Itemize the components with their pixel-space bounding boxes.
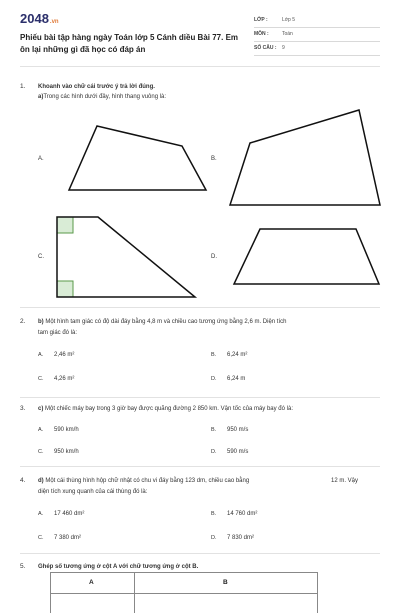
q3-option-c-letter: C. bbox=[38, 449, 44, 455]
q2-number: 2. bbox=[20, 318, 26, 325]
q4-text-line1 bbox=[38, 476, 249, 486]
right-trapezoid-shape bbox=[57, 217, 195, 297]
q1-option-a-letter[interactable]: A. bbox=[38, 156, 44, 162]
q3-option-c-value: 950 km/h bbox=[54, 449, 79, 455]
q3-text-line bbox=[38, 404, 293, 414]
q2-text: Một hình tam giác có độ dài đáy bằng 4,8 m và chiều cao tương ứng bằng 2,6 m. Diện tích bbox=[45, 319, 287, 325]
q2-option-b-letter: B. bbox=[211, 352, 217, 358]
q4-option-c-letter: C. bbox=[38, 535, 44, 541]
q4-option-d[interactable] bbox=[211, 535, 254, 541]
q4-label: d) bbox=[38, 478, 44, 484]
column-a-header: A bbox=[89, 579, 94, 586]
q2-label: b) bbox=[38, 319, 44, 325]
q4-option-d-letter: D. bbox=[211, 535, 217, 541]
q3-option-a-letter: A. bbox=[38, 427, 44, 433]
q4-option-a[interactable] bbox=[38, 511, 84, 517]
q1-shape-d bbox=[224, 222, 384, 294]
q1-subquestion bbox=[38, 92, 166, 102]
q2-option-d-value: 6,24 m bbox=[227, 376, 246, 382]
q1-sub-label: a) bbox=[38, 94, 44, 100]
q3-text: Một chiếc máy bay trong 3 giờ bay được quãng đường 2 850 km. Vận tốc của máy bay đó là: bbox=[45, 406, 293, 412]
meta-lop-value: Lớp 5 bbox=[282, 17, 296, 23]
q4-option-d-value: 7 830 dm² bbox=[227, 535, 255, 541]
site-logo[interactable] bbox=[20, 11, 59, 26]
table-header-divider bbox=[51, 593, 317, 594]
q4-text: Một cái thùng hình hộp chữ nhật có chu vi đáy bằng 123 dm, chiều cao bằng bbox=[45, 478, 250, 484]
q2-divider bbox=[20, 397, 380, 398]
meta-socau-label: SỐ CÂU : bbox=[254, 45, 277, 51]
q1-sub-text: Trong các hình dưới đây, hình thang vuông là: bbox=[43, 94, 167, 100]
q2-option-a-letter: A. bbox=[38, 352, 44, 358]
q2-option-d-letter: D. bbox=[211, 376, 217, 382]
header-divider bbox=[20, 66, 380, 67]
logo-suffix: .vn bbox=[49, 19, 59, 25]
matching-table bbox=[50, 572, 318, 613]
q1-option-d-letter[interactable]: D. bbox=[211, 254, 217, 260]
q4-option-a-value: 17 460 dm² bbox=[54, 511, 85, 517]
meta-mon-label: MÔN : bbox=[254, 31, 269, 37]
q1-shape-c bbox=[52, 212, 202, 302]
q5-number: 5. bbox=[20, 563, 26, 570]
q4-option-b-letter: B. bbox=[211, 511, 217, 517]
q4-divider bbox=[20, 553, 380, 554]
q1-divider bbox=[20, 307, 380, 308]
q4-number: 4. bbox=[20, 477, 26, 484]
right-angle-marker-top bbox=[57, 217, 73, 233]
q3-label: c) bbox=[38, 406, 44, 412]
q2-text-line2: tam giác đó là: bbox=[38, 330, 78, 336]
q2-option-c-value: 4,26 m² bbox=[54, 376, 75, 382]
quadrilateral-shape bbox=[230, 110, 380, 205]
q2-option-a-value: 2,46 m² bbox=[54, 352, 75, 358]
q4-option-c[interactable] bbox=[38, 535, 81, 541]
q2-option-b[interactable] bbox=[211, 352, 247, 358]
q2-option-c[interactable] bbox=[38, 376, 74, 382]
q4-text-line2: diện tích xung quanh của cái thùng đó là: bbox=[38, 489, 148, 495]
q1-heading: Khoanh vào chữ cái trước ý trả lời đúng. bbox=[38, 84, 155, 90]
q4-option-b-value: 14 760 dm² bbox=[227, 511, 258, 517]
q3-option-d[interactable] bbox=[211, 449, 248, 455]
q2-option-d[interactable] bbox=[211, 376, 245, 382]
q3-number: 3. bbox=[20, 405, 26, 412]
meta-mon-value: Toán bbox=[282, 31, 293, 37]
q2-option-a[interactable] bbox=[38, 352, 74, 358]
meta-socau bbox=[254, 43, 380, 56]
q3-option-d-value: 590 m/s bbox=[227, 449, 249, 455]
q4-text-mid: 12 m. Vậy bbox=[331, 478, 359, 484]
logo-text: 2048 bbox=[20, 11, 49, 26]
meta-lop-label: LỚP : bbox=[254, 17, 268, 23]
q1-shape-a bbox=[60, 118, 210, 200]
q2-option-c-letter: C. bbox=[38, 376, 44, 382]
right-angle-marker-bottom bbox=[57, 281, 73, 297]
q3-option-b-value: 950 m/s bbox=[227, 427, 249, 433]
q4-option-c-value: 7 380 dm² bbox=[54, 535, 82, 541]
isosceles-trapezoid-shape bbox=[234, 229, 379, 284]
q3-divider bbox=[20, 466, 380, 467]
q2-option-b-value: 6,24 m² bbox=[227, 352, 248, 358]
q3-option-d-letter: D. bbox=[211, 449, 217, 455]
meta-socau-value: 9 bbox=[282, 45, 285, 51]
meta-mon bbox=[254, 29, 380, 42]
q1-number: 1. bbox=[20, 83, 26, 90]
q4-option-b[interactable] bbox=[211, 511, 257, 517]
q1-option-b-letter[interactable]: B. bbox=[211, 156, 217, 162]
worksheet-title: Phiếu bài tập hàng ngày Toán lớp 5 Cánh diều Bài 77. Em ôn lại những gì đã học có đáp án bbox=[20, 33, 239, 54]
q5-heading: Ghép số tương ứng ở cột A với chữ tương ứng ở cột B. bbox=[38, 564, 199, 570]
q3-option-a-value: 590 km/h bbox=[54, 427, 79, 433]
q1-shape-b bbox=[222, 105, 382, 213]
column-b-header: B bbox=[223, 579, 228, 586]
q4-option-a-letter: A. bbox=[38, 511, 44, 517]
q1-option-c-letter[interactable]: C. bbox=[38, 254, 44, 260]
q2-text-line1 bbox=[38, 317, 286, 327]
trapezoid-shape bbox=[69, 126, 206, 190]
q3-option-b-letter: B. bbox=[211, 427, 217, 433]
q3-option-b[interactable] bbox=[211, 427, 248, 433]
q3-option-a[interactable] bbox=[38, 427, 79, 433]
q3-option-c[interactable] bbox=[38, 449, 79, 455]
meta-lop bbox=[254, 15, 380, 28]
